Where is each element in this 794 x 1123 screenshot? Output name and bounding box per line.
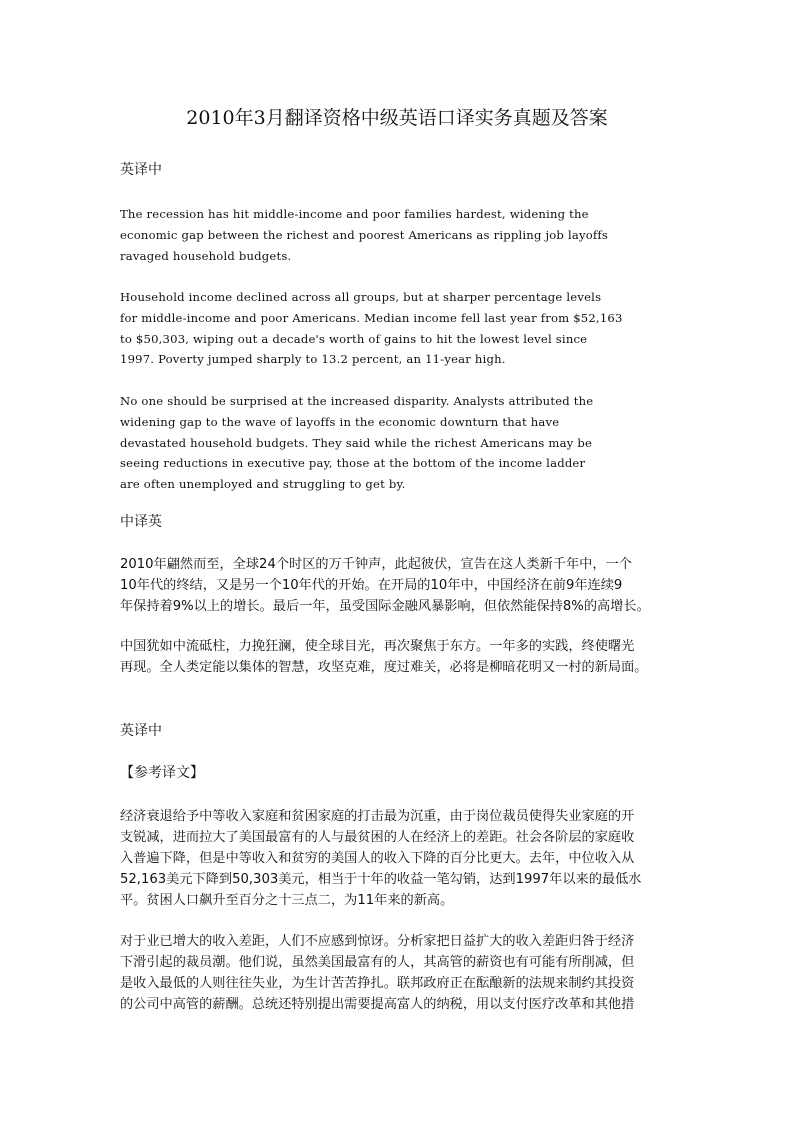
text-line: 经济衰退给予中等收入家庭和贫困家庭的打击最为沉重，由于岗位裁员使得失业家庭的开: [120, 809, 635, 824]
cn-paragraph-2: [120, 636, 682, 678]
text-line: Household income declined across all groups, but at sharper percentage levels: [120, 290, 602, 304]
text-line: 平。贫困人口飙升至百分之十三点二，为11年来的新高。: [120, 893, 454, 908]
text-line: No one should be surprised at the increased disparity. Analysts attributed the: [120, 394, 594, 408]
text-line: 支锐减，进而拉大了美国最富有的人与最贫困的人在经济上的差距。社会各阶层的家庭收: [120, 830, 635, 845]
en-paragraph-3: [120, 391, 680, 495]
answer-heading-en-to-cn: 英译中: [120, 723, 162, 739]
text-line: widening gap to the wave of layoffs in the economic downturn that have: [120, 414, 560, 429]
text-line: 下滑引起的裁员潮。他们说，虽然美国最富有的人，其高管的薪资也有可能有所削减，但: [120, 955, 635, 970]
text-line: 52,163美元下降到50,303美元，相当于十年的收益一笔勾销，达到1997年以来的最低水: [120, 872, 642, 887]
text-line: devastated household budgets. They said while the richest Americans may be: [120, 435, 593, 450]
text-line: 中国犹如中流砥柱，力挽狂澜，使全球目光，再次聚焦于东方。一年多的实践，终使曙光: [120, 639, 635, 654]
text-line: ravaged household budgets.: [120, 248, 292, 263]
en-paragraph-1: [120, 204, 680, 266]
text-line: 再现。全人类定能以集体的智慧，攻坚克难，度过难关，必将是柳暗花明又一村的新局面。: [120, 660, 648, 675]
reference-translation-label: 【参考译文】: [120, 765, 204, 781]
text-line: economic gap between the richest and poorest Americans as rippling job layoffs: [120, 227, 609, 242]
section-heading-cn-to-en: 中译英: [120, 514, 162, 530]
text-line: 对于业已增大的收入差距，人们不应感到惊讶。分析家把日益扩大的收入差距归咎于经济: [120, 934, 635, 949]
text-line: to $50,303, wiping out a decade's worth of gains to hit the lowest level since: [120, 331, 588, 346]
text-line: 10年代的终结，又是另一个10年代的开始。在开局的10年中，中国经济在前9年连续9: [120, 578, 623, 593]
text-line: 年保持着9%以上的增长。最后一年，虽受国际金融风暴影响，但依然能保持8%的高增长。: [120, 599, 650, 614]
answer-paragraph-2: [120, 931, 682, 1015]
cn-paragraph-1: [120, 554, 682, 617]
text-line: for middle-income and poor Americans. Median income fell last year from $52,163: [120, 310, 623, 325]
text-line: 入普遍下降，但是中等收入和贫穷的美国人的收入下降的百分比更大。去年，中位收入从: [120, 851, 635, 866]
text-line: 是收入最低的人则往往失业，为生计苦苦挣扎。联邦政府正在酝酿新的法规来制约其投资: [120, 976, 635, 991]
text-line: 2010年翩然而至，全球24个时区的万千钟声，此起彼伏，宣告在这人类新千年中，一个: [120, 557, 632, 572]
text-line: 的公司中高管的薪酬。总统还特别提出需要提高富人的纳税，用以支付医疗改革和其他措: [120, 997, 635, 1012]
answer-paragraph-1: [120, 806, 682, 911]
section-heading-en-to-cn: 英译中: [120, 162, 162, 178]
text-line: seeing reductions in executive pay, those at the bottom of the income ladder: [120, 456, 586, 471]
en-paragraph-2: [120, 287, 680, 370]
page-title: 2010年3月翻译资格中级英语口译实务真题及答案: [186, 107, 608, 129]
text-line: 1997. Poverty jumped sharply to 13.2 percent, an 11-year high.: [120, 352, 506, 367]
text-line: The recession has hit middle-income and poor families hardest, widening the: [120, 207, 589, 221]
text-line: are often unemployed and struggling to get by.: [120, 477, 406, 492]
